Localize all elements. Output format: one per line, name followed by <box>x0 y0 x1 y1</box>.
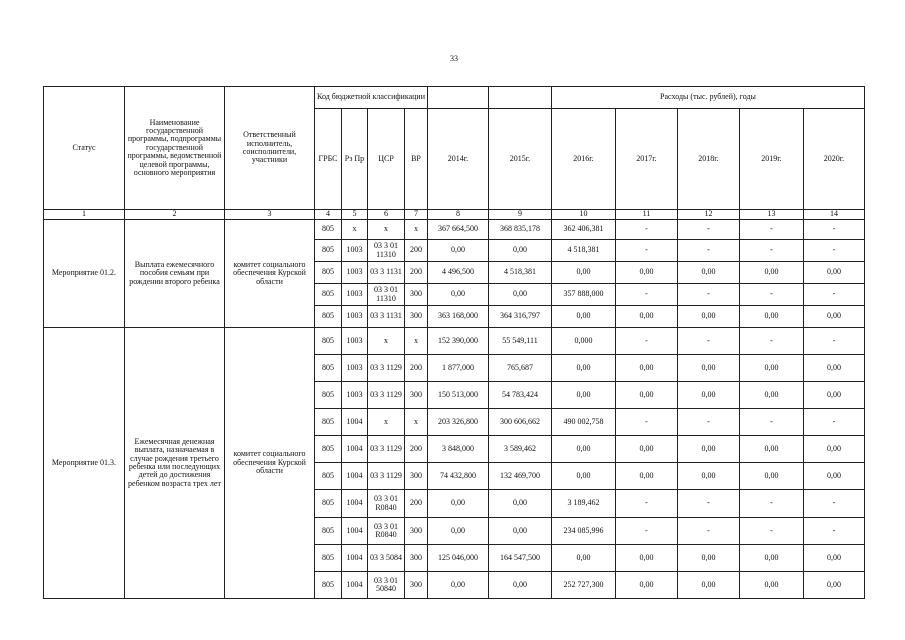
cell-csr: 03 3 1129 <box>368 436 405 463</box>
cell-y2014: 152 390,000 <box>428 328 489 355</box>
cell-y2018: - <box>678 328 740 355</box>
cell-y2016: 0,00 <box>552 545 616 572</box>
event-name: Ежемесячная денежная выплата, назначаемая в случае рождения третьего ребенка или последующих детей до достижения ребенком возраста трех лет <box>125 328 225 599</box>
cell-y2017: 0,00 <box>616 306 678 328</box>
header-status: Статус <box>44 87 125 210</box>
cell-grbs: 805 <box>315 409 342 436</box>
cell-y2018: 0,00 <box>678 463 740 490</box>
column-number: 2 <box>125 210 225 220</box>
cell-y2020: 0,00 <box>804 572 865 599</box>
cell-y2016: 0,00 <box>552 262 616 284</box>
cell-y2019: 0,00 <box>740 572 804 599</box>
cell-csr: x <box>368 328 405 355</box>
header-2017: 2017г. <box>616 109 678 210</box>
header-csr: ЦСР <box>368 109 405 210</box>
column-number: 4 <box>315 210 342 220</box>
cell-rzpr: 1003 <box>342 306 368 328</box>
cell-grbs: 805 <box>315 355 342 382</box>
header-rzpr: Рз Пр <box>342 109 368 210</box>
cell-y2015: 0,00 <box>489 490 552 518</box>
cell-y2020: - <box>804 220 865 240</box>
cell-vr: x <box>405 220 428 240</box>
header-budget-code: Код бюджетной классификации <box>315 87 428 109</box>
cell-vr: 200 <box>405 436 428 463</box>
cell-y2015: 0,00 <box>489 284 552 306</box>
cell-y2017: 0,00 <box>616 355 678 382</box>
cell-y2017: 0,00 <box>616 572 678 599</box>
cell-csr: 03 3 01 50840 <box>368 572 405 599</box>
cell-y2017: - <box>616 490 678 518</box>
cell-rzpr: 1004 <box>342 490 368 518</box>
event-responsible: комитет социального обеспечения Курской области <box>225 220 315 328</box>
cell-y2017: - <box>616 284 678 306</box>
cell-y2014: 125 046,000 <box>428 545 489 572</box>
cell-y2018: - <box>678 409 740 436</box>
cell-y2019: 0,00 <box>740 436 804 463</box>
cell-grbs: 805 <box>315 262 342 284</box>
cell-y2017: - <box>616 518 678 545</box>
cell-y2019: 0,00 <box>740 355 804 382</box>
cell-y2015: 164 547,500 <box>489 545 552 572</box>
column-number: 9 <box>489 210 552 220</box>
cell-y2018: 0,00 <box>678 262 740 284</box>
event-responsible: комитет социального обеспечения Курской области <box>225 328 315 599</box>
cell-y2016: 0,00 <box>552 382 616 409</box>
cell-grbs: 805 <box>315 436 342 463</box>
cell-grbs: 805 <box>315 518 342 545</box>
cell-y2016: 0,00 <box>552 436 616 463</box>
event-status: Мероприятие 01.3. <box>44 328 125 599</box>
cell-y2014: 4 496,500 <box>428 262 489 284</box>
cell-rzpr: 1004 <box>342 572 368 599</box>
header-2016: 2016г. <box>552 109 616 210</box>
cell-y2018: - <box>678 240 740 262</box>
header-blank-1 <box>428 87 489 109</box>
cell-csr: 03 3 1131 <box>368 262 405 284</box>
cell-y2018: - <box>678 518 740 545</box>
cell-grbs: 805 <box>315 240 342 262</box>
cell-y2018: 0,00 <box>678 355 740 382</box>
cell-vr: 300 <box>405 572 428 599</box>
cell-rzpr: x <box>342 220 368 240</box>
cell-vr: 300 <box>405 545 428 572</box>
cell-y2018: 0,00 <box>678 382 740 409</box>
cell-y2020: - <box>804 240 865 262</box>
cell-y2018: - <box>678 284 740 306</box>
cell-y2019: - <box>740 220 804 240</box>
cell-y2015: 132 469,700 <box>489 463 552 490</box>
cell-grbs: 805 <box>315 220 342 240</box>
cell-y2016: 357 888,000 <box>552 284 616 306</box>
cell-rzpr: 1003 <box>342 355 368 382</box>
cell-y2020: 0,00 <box>804 436 865 463</box>
cell-grbs: 805 <box>315 284 342 306</box>
cell-grbs: 805 <box>315 463 342 490</box>
cell-csr: x <box>368 409 405 436</box>
cell-y2014: 1 877,000 <box>428 355 489 382</box>
cell-rzpr: 1003 <box>342 284 368 306</box>
cell-y2014: 203 326,800 <box>428 409 489 436</box>
cell-grbs: 805 <box>315 328 342 355</box>
cell-y2019: 0,00 <box>740 306 804 328</box>
cell-y2020: - <box>804 328 865 355</box>
cell-y2020: 0,00 <box>804 463 865 490</box>
cell-y2016: 0,000 <box>552 328 616 355</box>
cell-y2016: 3 189,462 <box>552 490 616 518</box>
cell-y2019: - <box>740 240 804 262</box>
column-number: 8 <box>428 210 489 220</box>
cell-y2019: 0,00 <box>740 545 804 572</box>
cell-y2017: - <box>616 240 678 262</box>
column-number: 13 <box>740 210 804 220</box>
cell-vr: 300 <box>405 284 428 306</box>
cell-y2015: 765,687 <box>489 355 552 382</box>
cell-y2015: 0,00 <box>489 572 552 599</box>
cell-y2014: 74 432,800 <box>428 463 489 490</box>
cell-y2017: - <box>616 220 678 240</box>
cell-y2018: - <box>678 490 740 518</box>
cell-y2020: - <box>804 409 865 436</box>
header-expenses: Расходы (тыс. рублей), годы <box>552 87 865 109</box>
cell-y2019: - <box>740 518 804 545</box>
cell-y2020: 0,00 <box>804 382 865 409</box>
table-row <box>44 220 865 240</box>
table-row <box>44 328 865 355</box>
cell-y2014: 3 848,000 <box>428 436 489 463</box>
header-2020: 2020г. <box>804 109 865 210</box>
header-2014: 2014г. <box>428 109 489 210</box>
header-vr: ВР <box>405 109 428 210</box>
cell-y2018: 0,00 <box>678 572 740 599</box>
cell-y2020: - <box>804 518 865 545</box>
cell-csr: 03 3 1131 <box>368 306 405 328</box>
cell-y2017: - <box>616 409 678 436</box>
cell-y2014: 0,00 <box>428 284 489 306</box>
cell-y2019: - <box>740 409 804 436</box>
cell-rzpr: 1004 <box>342 463 368 490</box>
cell-y2015: 3 589,462 <box>489 436 552 463</box>
cell-rzpr: 1004 <box>342 436 368 463</box>
cell-y2020: - <box>804 490 865 518</box>
cell-csr: 03 3 1129 <box>368 463 405 490</box>
header-name: Наименование государственной программы, подпрограммы государственной программы, ведомственной целевой программы, основного мероприятия <box>125 87 225 210</box>
column-number: 3 <box>225 210 315 220</box>
cell-vr: 300 <box>405 306 428 328</box>
cell-y2020: - <box>804 284 865 306</box>
column-number: 6 <box>368 210 405 220</box>
cell-y2017: 0,00 <box>616 262 678 284</box>
cell-y2019: 0,00 <box>740 382 804 409</box>
column-number: 11 <box>616 210 678 220</box>
cell-y2018: 0,00 <box>678 306 740 328</box>
cell-y2019: 0,00 <box>740 262 804 284</box>
cell-rzpr: 1003 <box>342 240 368 262</box>
column-number-row <box>44 210 865 220</box>
cell-y2015: 55 549,111 <box>489 328 552 355</box>
event-status: Мероприятие 01.2. <box>44 220 125 328</box>
column-number: 5 <box>342 210 368 220</box>
cell-y2020: 0,00 <box>804 545 865 572</box>
cell-y2019: 0,00 <box>740 463 804 490</box>
cell-y2020: 0,00 <box>804 262 865 284</box>
cell-y2019: - <box>740 328 804 355</box>
cell-vr: 200 <box>405 355 428 382</box>
cell-csr: 03 3 1129 <box>368 382 405 409</box>
cell-y2014: 0,00 <box>428 240 489 262</box>
column-number: 14 <box>804 210 865 220</box>
cell-y2015: 4 518,381 <box>489 262 552 284</box>
cell-rzpr: 1003 <box>342 262 368 284</box>
cell-rzpr: 1003 <box>342 328 368 355</box>
header-2018: 2018г. <box>678 109 740 210</box>
cell-grbs: 805 <box>315 382 342 409</box>
cell-y2015: 0,00 <box>489 518 552 545</box>
cell-csr: 03 3 01 11310 <box>368 284 405 306</box>
cell-rzpr: 1004 <box>342 409 368 436</box>
header-2015: 2015г. <box>489 109 552 210</box>
cell-y2015: 0,00 <box>489 240 552 262</box>
cell-csr: 03 3 1129 <box>368 355 405 382</box>
cell-y2016: 0,00 <box>552 355 616 382</box>
cell-y2015: 364 316,797 <box>489 306 552 328</box>
column-number: 7 <box>405 210 428 220</box>
cell-y2015: 368 835,178 <box>489 220 552 240</box>
cell-y2016: 362 406,381 <box>552 220 616 240</box>
cell-y2018: 0,00 <box>678 436 740 463</box>
cell-y2016: 0,00 <box>552 463 616 490</box>
cell-y2015: 300 606,662 <box>489 409 552 436</box>
cell-vr: 300 <box>405 463 428 490</box>
cell-y2019: - <box>740 284 804 306</box>
header-grbs: ГРБС <box>315 109 342 210</box>
column-number: 12 <box>678 210 740 220</box>
cell-rzpr: 1004 <box>342 518 368 545</box>
cell-vr: 200 <box>405 490 428 518</box>
cell-y2017: - <box>616 328 678 355</box>
cell-vr: x <box>405 328 428 355</box>
cell-grbs: 805 <box>315 490 342 518</box>
cell-y2015: 54 783,424 <box>489 382 552 409</box>
column-number: 10 <box>552 210 616 220</box>
header-blank-2 <box>489 87 552 109</box>
cell-csr: 03 3 5084 <box>368 545 405 572</box>
cell-csr: 03 3 01 R0840 <box>368 518 405 545</box>
cell-vr: 200 <box>405 240 428 262</box>
cell-y2014: 0,00 <box>428 518 489 545</box>
header-responsible: Ответственный исполнитель, соисполнители, участники <box>225 87 315 210</box>
budget-table <box>43 86 865 599</box>
cell-y2017: 0,00 <box>616 436 678 463</box>
cell-csr: x <box>368 220 405 240</box>
cell-grbs: 805 <box>315 572 342 599</box>
cell-y2014: 0,00 <box>428 572 489 599</box>
header-2019: 2019г. <box>740 109 804 210</box>
cell-y2018: 0,00 <box>678 545 740 572</box>
cell-y2014: 363 168,000 <box>428 306 489 328</box>
cell-y2020: 0,00 <box>804 355 865 382</box>
cell-rzpr: 1004 <box>342 545 368 572</box>
cell-y2014: 367 664,500 <box>428 220 489 240</box>
cell-vr: x <box>405 409 428 436</box>
event-name: Выплата ежемесячного пособия семьям при рождении второго ребенка <box>125 220 225 328</box>
cell-y2019: - <box>740 490 804 518</box>
cell-y2017: 0,00 <box>616 545 678 572</box>
cell-y2017: 0,00 <box>616 463 678 490</box>
column-number: 1 <box>44 210 125 220</box>
page-number: 33 <box>450 54 458 63</box>
cell-y2018: - <box>678 220 740 240</box>
cell-y2014: 150 513,000 <box>428 382 489 409</box>
cell-y2016: 234 085,996 <box>552 518 616 545</box>
cell-y2016: 0,00 <box>552 306 616 328</box>
cell-y2016: 252 727,300 <box>552 572 616 599</box>
cell-y2020: 0,00 <box>804 306 865 328</box>
cell-vr: 300 <box>405 382 428 409</box>
cell-csr: 03 3 01 R0840 <box>368 490 405 518</box>
cell-vr: 300 <box>405 518 428 545</box>
cell-y2014: 0,00 <box>428 490 489 518</box>
cell-rzpr: 1003 <box>342 382 368 409</box>
cell-y2016: 4 518,381 <box>552 240 616 262</box>
cell-grbs: 805 <box>315 306 342 328</box>
cell-y2017: 0,00 <box>616 382 678 409</box>
cell-grbs: 805 <box>315 545 342 572</box>
cell-vr: 200 <box>405 262 428 284</box>
cell-csr: 03 3 01 11310 <box>368 240 405 262</box>
cell-y2016: 490 002,758 <box>552 409 616 436</box>
